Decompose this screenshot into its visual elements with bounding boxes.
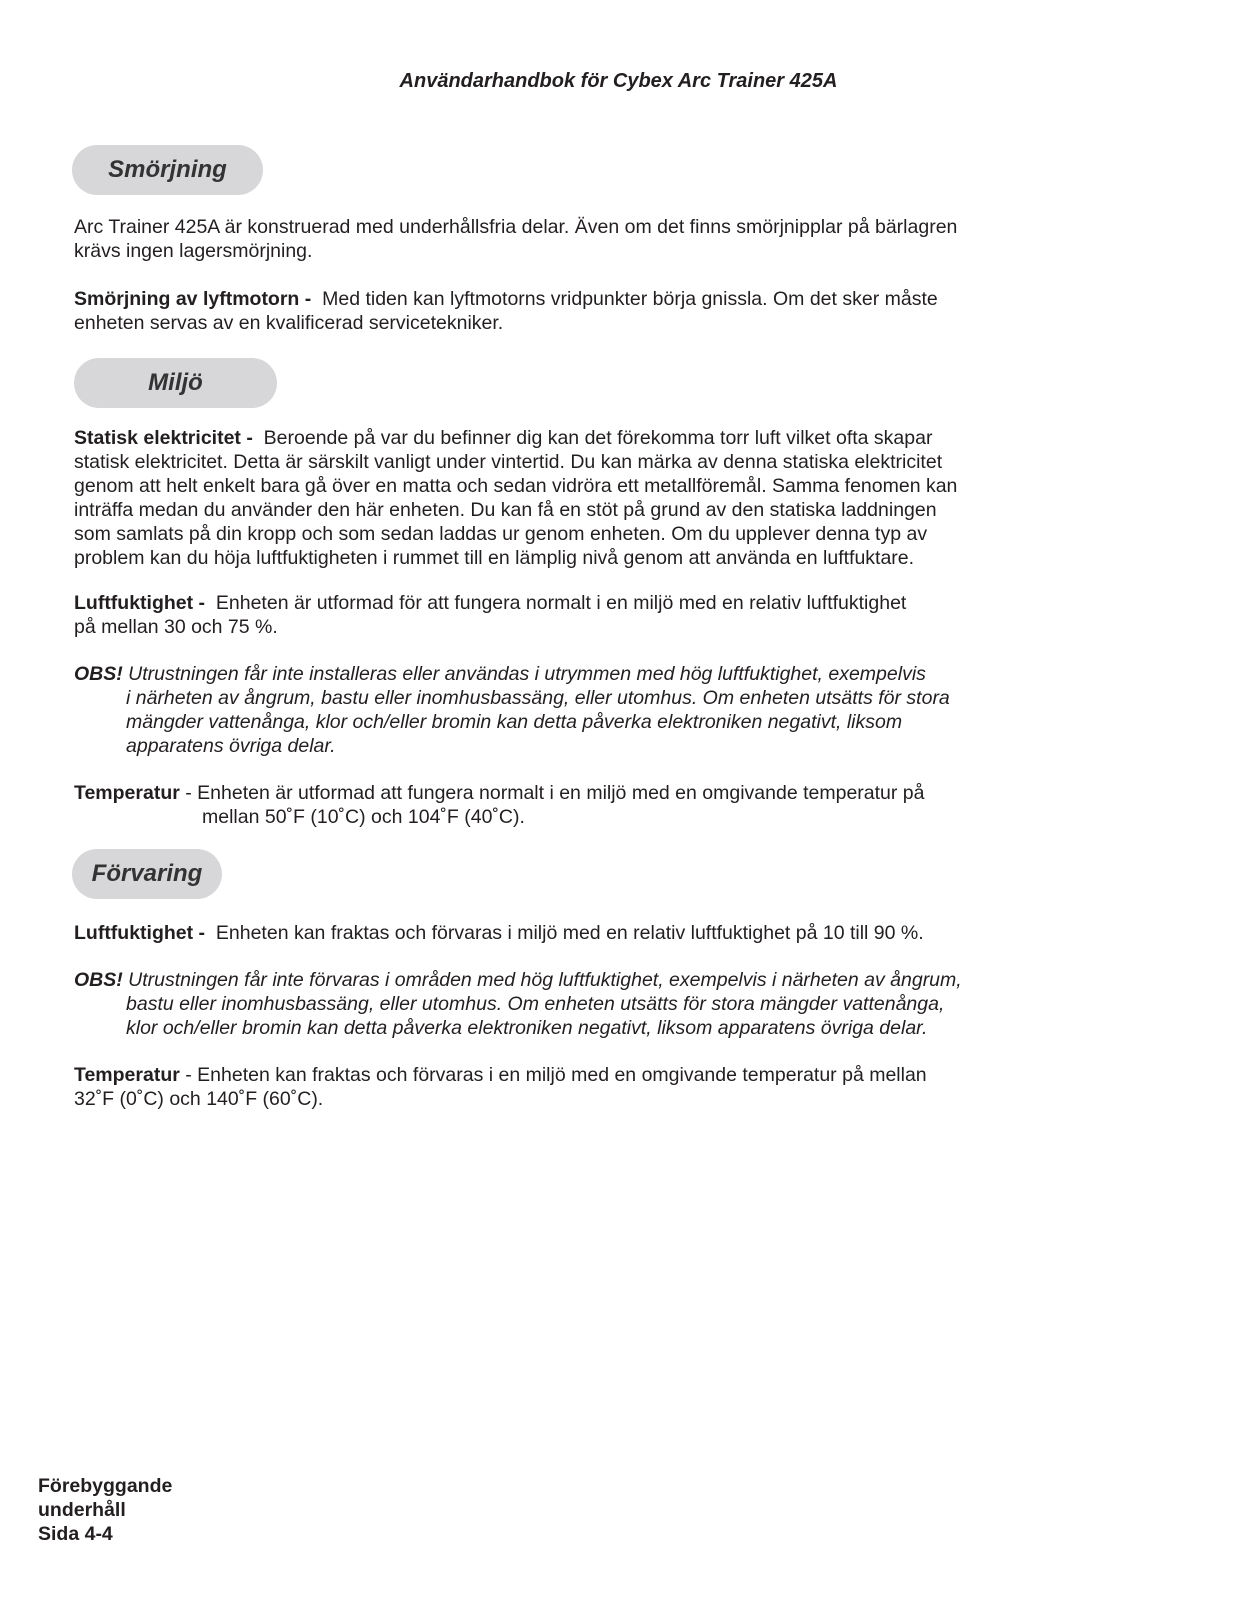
section-heading-smorjning [72, 145, 263, 195]
humidity-label: Luftfuktighet - [74, 592, 206, 614]
obs-note-forvaring [74, 968, 1034, 1040]
text-line: på mellan 30 och 75 %. [74, 616, 278, 638]
text-line: mellan 50˚F (10˚C) och 104˚F (40˚C). [202, 806, 525, 828]
text-line: mängder vattenånga, klor och/eller bromin kan detta påverka elektroniken negativt, liksom [126, 711, 903, 733]
text-line: genom att helt enkelt bara gå över en matta och sedan vidröra ett metallföremål. Samma fenomen kan [74, 475, 958, 497]
lift-motor-paragraph [74, 287, 1034, 335]
page-number: Sida 4-4 [38, 1523, 113, 1545]
section-heading-smorjning-label: Smörjning [108, 156, 227, 183]
text-line: Arc Trainer 425A är konstruerad med underhållsfria delar. Även om det finns smörjnipplar på bärlagren [74, 216, 958, 238]
text-line: - Enheten kan fraktas och förvaras i en miljö med en omgivande temperatur på mellan [185, 1064, 927, 1086]
storage-humidity-paragraph [74, 921, 1034, 945]
section-heading-miljo [74, 358, 277, 408]
static-electricity-paragraph [74, 426, 1034, 570]
text-line: Med tiden kan lyftmotorns vridpunkter börja gnissla. Om det sker måste [322, 288, 938, 310]
text-line: Enheten är utformad för att fungera normalt i en miljö med en relativ luftfuktighet [215, 592, 907, 614]
text-line: Utrustningen får inte installeras eller användas i utrymmen med hög luftfuktighet, exempelvis [128, 663, 926, 685]
text-line: krävs ingen lagersmörjning. [74, 240, 313, 262]
obs-label: OBS! [74, 969, 123, 991]
temperature-label: Temperatur [74, 782, 180, 804]
section-heading-miljo-label: Miljö [148, 369, 203, 396]
text-line: Beroende på var du befinner dig kan det förekomma torr luft vilket ofta skapar [263, 427, 933, 449]
obs-note-miljo [74, 662, 1034, 758]
temperature-paragraph-forvaring [74, 1063, 1034, 1111]
text-line: klor och/eller bromin kan detta påverka elektroniken negativt, liksom apparatens övriga delar. [126, 1017, 928, 1039]
text-line: bastu eller inomhusbassäng, eller utomhus. Om enheten utsätts för stora mängder vattenånga, [126, 993, 945, 1015]
humidity-label: Luftfuktighet - [74, 922, 206, 944]
section-heading-forvaring [72, 849, 222, 899]
humidity-paragraph [74, 591, 1034, 639]
footer-section-name-cont: underhåll [38, 1499, 126, 1521]
text-line: i närheten av ångrum, bastu eller inomhusbassäng, eller utomhus. Om enheten utsätts för stora [126, 687, 950, 709]
footer-section-name: Förebyggande [38, 1475, 173, 1497]
document-header: Användarhandbok för Cybex Arc Trainer 425A [399, 70, 838, 92]
text-line: statisk elektricitet. Detta är särskilt vanligt under vintertid. Du kan märka av denna statiska elektricitet [74, 451, 943, 473]
text-line: apparatens övriga delar. [126, 735, 336, 757]
obs-label: OBS! [74, 663, 123, 685]
text-line: enheten servas av en kvalificerad servicetekniker. [74, 312, 504, 334]
temperature-paragraph-miljo [74, 781, 1034, 829]
section-heading-forvaring-label: Förvaring [91, 860, 203, 887]
temperature-label: Temperatur [74, 1064, 180, 1086]
smorjning-intro-paragraph [74, 215, 1034, 263]
text-line: Utrustningen får inte förvaras i områden med hög luftfuktighet, exempelvis i närheten av ångrum, [128, 969, 962, 991]
static-electricity-label: Statisk elektricitet - [74, 427, 253, 449]
text-line: inträffa medan du använder den här enheten. Du kan få en stöt på grund av den statiska laddningen [74, 499, 937, 521]
text-line: Enheten kan fraktas och förvaras i miljö med en relativ luftfuktighet på 10 till 90 %. [215, 922, 924, 944]
page-footer [38, 1474, 172, 1546]
text-line: - Enheten är utformad att fungera normalt i en miljö med en omgivande temperatur på [185, 782, 925, 804]
lift-motor-label: Smörjning av lyftmotorn - [74, 288, 312, 310]
text-line: 32˚F (0˚C) och 140˚F (60˚C). [74, 1088, 324, 1110]
text-line: problem kan du höja luftfuktigheten i rummet till en lämplig nivå genom att använda en luftfuktare. [74, 547, 915, 569]
text-line: som samlats på din kropp och som sedan laddas ur genom enheten. Om du upplever denna typ av [74, 523, 928, 545]
